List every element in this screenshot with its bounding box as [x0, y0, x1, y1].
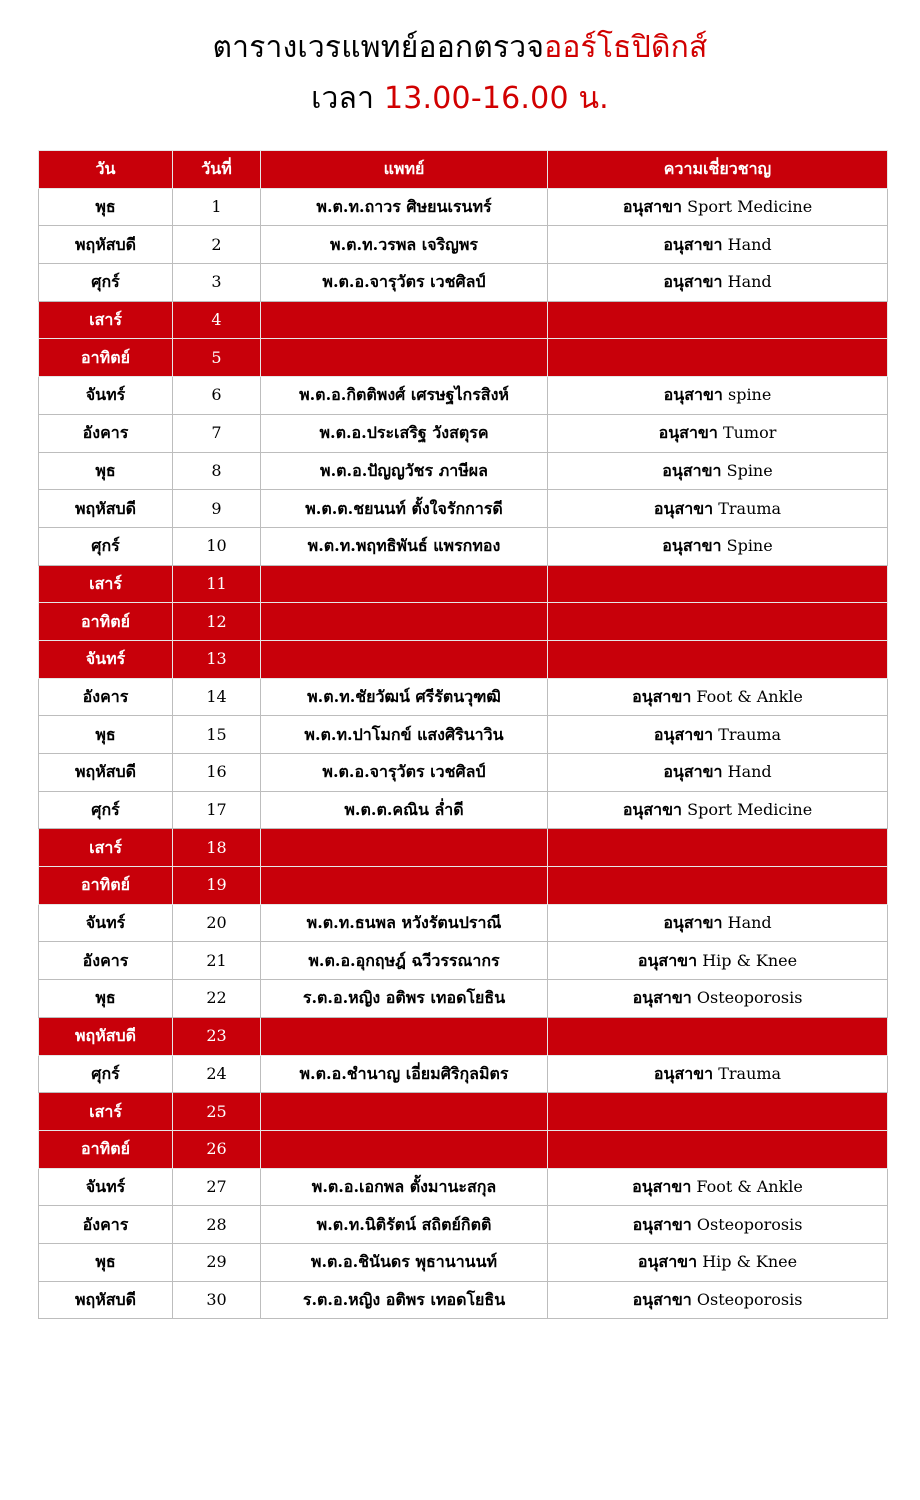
- table-row: [39, 264, 888, 302]
- cell-doctor: [261, 565, 548, 603]
- table-row: [39, 754, 888, 792]
- cell-specialty: [548, 980, 888, 1018]
- cell-doctor: [261, 1017, 548, 1055]
- table-row: [39, 452, 888, 490]
- cell-specialty: [548, 678, 888, 716]
- table-row: [39, 527, 888, 565]
- specialty-name: Hand: [727, 234, 772, 254]
- table-row-holiday: [39, 1093, 888, 1131]
- cell-doctor: พ.ต.ต.ชยนนท์ ตั้งใจรักการดี: [261, 490, 548, 528]
- cell-specialty: [548, 942, 888, 980]
- cell-specialty: [548, 452, 888, 490]
- cell-day: อาทิตย์: [39, 339, 173, 377]
- cell-day: พุธ: [39, 980, 173, 1018]
- specialty-prefix: อนุสาขา: [663, 272, 723, 292]
- table-row: [39, 188, 888, 226]
- cell-date: 1: [173, 188, 261, 226]
- cell-doctor: พ.ต.ท.ธนพล หวังรัตนปราณี: [261, 904, 548, 942]
- cell-day: เสาร์: [39, 565, 173, 603]
- cell-day: อังคาร: [39, 678, 173, 716]
- table-row: [39, 678, 888, 716]
- specialty-name: Sport Medicine: [687, 197, 813, 217]
- table-row: [39, 942, 888, 980]
- cell-date: 30: [173, 1281, 261, 1319]
- schedule-table: [38, 150, 888, 1319]
- specialty-prefix: อนุสาขา: [662, 536, 722, 556]
- title-line2-black: เวลา: [311, 81, 384, 116]
- cell-doctor: ร.ต.อ.หญิง อติพร เทอดโยธิน: [261, 1281, 548, 1319]
- cell-day: ศุกร์: [39, 1055, 173, 1093]
- cell-date: 15: [173, 716, 261, 754]
- specialty-prefix: อนุสาขา: [663, 385, 723, 405]
- specialty-name: Trauma: [718, 724, 782, 744]
- cell-doctor: พ.ต.อ.ปัญญวัชร ภาษีผล: [261, 452, 548, 490]
- cell-doctor: [261, 867, 548, 905]
- table-row: [39, 1281, 888, 1319]
- cell-date: 5: [173, 339, 261, 377]
- cell-date: 26: [173, 1130, 261, 1168]
- table-row-holiday: [39, 1130, 888, 1168]
- cell-date: 19: [173, 867, 261, 905]
- cell-specialty: [548, 377, 888, 415]
- table-row: [39, 377, 888, 415]
- table-row-holiday: [39, 603, 888, 641]
- cell-date: 18: [173, 829, 261, 867]
- specialty-prefix: อนุสาขา: [658, 423, 718, 443]
- cell-day: พฤหัสบดี: [39, 1017, 173, 1055]
- cell-specialty: [548, 1130, 888, 1168]
- cell-specialty: [548, 1243, 888, 1281]
- specialty-name: Trauma: [718, 498, 782, 518]
- cell-date: 10: [173, 527, 261, 565]
- cell-date: 11: [173, 565, 261, 603]
- cell-specialty: [548, 565, 888, 603]
- cell-doctor: พ.ต.อ.ประเสริฐ วังสตุรค: [261, 414, 548, 452]
- cell-doctor: พ.ต.ต.คณิน ล่ำดี: [261, 791, 548, 829]
- specialty-prefix: อนุสาขา: [662, 460, 722, 480]
- cell-date: 29: [173, 1243, 261, 1281]
- specialty-prefix: อนุสาขา: [637, 950, 698, 970]
- cell-specialty: [548, 1206, 888, 1244]
- specialty-name: Osteoporosis: [696, 1214, 803, 1234]
- cell-specialty: [548, 264, 888, 302]
- table-row-holiday: [39, 339, 888, 377]
- cell-doctor: พ.ต.ท.ปาโมกข์ แสงศิรินาวิน: [261, 716, 548, 754]
- cell-day: พฤหัสบดี: [39, 1281, 173, 1319]
- cell-specialty: [548, 301, 888, 339]
- cell-day: พุธ: [39, 452, 173, 490]
- cell-specialty: [548, 188, 888, 226]
- schedule-table-header: [39, 151, 888, 189]
- cell-day: อาทิตย์: [39, 603, 173, 641]
- cell-date: 3: [173, 264, 261, 302]
- cell-day: พุธ: [39, 716, 173, 754]
- cell-day: ศุกร์: [39, 791, 173, 829]
- cell-specialty: [548, 1055, 888, 1093]
- table-row: [39, 414, 888, 452]
- header-date: วันที่: [173, 151, 261, 189]
- specialty-prefix: อนุสาขา: [632, 988, 692, 1008]
- cell-date: 2: [173, 226, 261, 264]
- cell-date: 12: [173, 603, 261, 641]
- cell-day: เสาร์: [39, 1093, 173, 1131]
- specialty-prefix: อนุสาขา: [663, 234, 723, 254]
- cell-date: 13: [173, 640, 261, 678]
- cell-doctor: พ.ต.อ.เอกพล ตั้งมานะสกุล: [261, 1168, 548, 1206]
- table-row: [39, 1168, 888, 1206]
- cell-day: ศุกร์: [39, 527, 173, 565]
- specialty-name: Tumor: [722, 423, 777, 443]
- cell-day: พฤหัสบดี: [39, 226, 173, 264]
- table-row: [39, 490, 888, 528]
- cell-day: พฤหัสบดี: [39, 754, 173, 792]
- specialty-prefix: อนุสาขา: [663, 762, 723, 782]
- cell-specialty: [548, 490, 888, 528]
- specialty-prefix: อนุสาขา: [663, 913, 723, 933]
- cell-day: จันทร์: [39, 377, 173, 415]
- cell-doctor: พ.ต.ท.ถาวร ศิษยนเรนทร์: [261, 188, 548, 226]
- cell-specialty: [548, 829, 888, 867]
- cell-specialty: [548, 226, 888, 264]
- cell-specialty: [548, 716, 888, 754]
- cell-day: อาทิตย์: [39, 867, 173, 905]
- cell-doctor: ร.ต.อ.หญิง อติพร เทอดโยธิน: [261, 980, 548, 1018]
- title-line1-red: ออร์โธปิดิกส์: [544, 30, 708, 65]
- table-row: [39, 226, 888, 264]
- cell-day: จันทร์: [39, 904, 173, 942]
- specialty-name: Sport Medicine: [687, 800, 813, 820]
- specialty-name: Trauma: [718, 1063, 782, 1083]
- cell-date: 4: [173, 301, 261, 339]
- specialty-prefix: อนุสาขา: [653, 498, 714, 518]
- cell-date: 17: [173, 791, 261, 829]
- cell-specialty: [548, 1017, 888, 1055]
- cell-day: จันทร์: [39, 640, 173, 678]
- cell-day: ศุกร์: [39, 264, 173, 302]
- table-row: [39, 1243, 888, 1281]
- cell-doctor: พ.ต.ท.ชัยวัฒน์ ศรีรัตนวุฑฒิ: [261, 678, 548, 716]
- table-row-holiday: [39, 565, 888, 603]
- specialty-prefix: อนุสาขา: [653, 724, 714, 744]
- cell-specialty: [548, 754, 888, 792]
- cell-doctor: [261, 640, 548, 678]
- specialty-prefix: อนุสาขา: [632, 1176, 692, 1196]
- cell-specialty: [548, 867, 888, 905]
- table-row-holiday: [39, 867, 888, 905]
- cell-doctor: พ.ต.อ.กิตติพงศ์ เศรษฐไกรสิงห์: [261, 377, 548, 415]
- header-day: วัน: [39, 151, 173, 189]
- title-line2-red: 13.00-16.00 น.: [383, 81, 609, 116]
- cell-date: 25: [173, 1093, 261, 1131]
- cell-specialty: [548, 640, 888, 678]
- specialty-name: Spine: [726, 536, 773, 556]
- cell-date: 21: [173, 942, 261, 980]
- cell-date: 23: [173, 1017, 261, 1055]
- cell-specialty: [548, 1168, 888, 1206]
- cell-doctor: พ.ต.อ.ชินันดร พุธานานนท์: [261, 1243, 548, 1281]
- specialty-prefix: อนุสาขา: [622, 800, 683, 820]
- cell-date: 20: [173, 904, 261, 942]
- specialty-prefix: อนุสาขา: [637, 1252, 698, 1272]
- cell-specialty: [548, 791, 888, 829]
- table-row-holiday: [39, 640, 888, 678]
- table-row: [39, 1206, 888, 1244]
- cell-specialty: [548, 1281, 888, 1319]
- cell-specialty: [548, 339, 888, 377]
- specialty-name: Foot & Ankle: [696, 686, 803, 706]
- cell-doctor: พ.ต.อ.ชำนาญ เอี่ยมศิริกุลมิตร: [261, 1055, 548, 1093]
- cell-day: อังคาร: [39, 1206, 173, 1244]
- cell-day: อังคาร: [39, 942, 173, 980]
- table-row: [39, 1055, 888, 1093]
- cell-specialty: [548, 603, 888, 641]
- specialty-name: Hip & Knee: [702, 950, 798, 970]
- specialty-name: spine: [727, 385, 772, 405]
- cell-date: 8: [173, 452, 261, 490]
- cell-date: 6: [173, 377, 261, 415]
- table-row-holiday: [39, 1017, 888, 1055]
- specialty-prefix: อนุสาขา: [622, 197, 683, 217]
- specialty-name: Foot & Ankle: [696, 1176, 803, 1196]
- cell-doctor: พ.ต.ท.วรพล เจริญพร: [261, 226, 548, 264]
- table-row: [39, 904, 888, 942]
- specialty-prefix: อนุสาขา: [632, 686, 692, 706]
- table-row: [39, 716, 888, 754]
- specialty-prefix: อนุสาขา: [632, 1214, 692, 1234]
- cell-day: จันทร์: [39, 1168, 173, 1206]
- table-row: [39, 980, 888, 1018]
- cell-specialty: [548, 1093, 888, 1131]
- page-title: [0, 28, 920, 68]
- table-row-holiday: [39, 301, 888, 339]
- cell-doctor: พ.ต.อ.จารุวัตร เวชศิลป์: [261, 264, 548, 302]
- cell-doctor: พ.ต.อ.จารุวัตร เวชศิลป์: [261, 754, 548, 792]
- cell-specialty: [548, 414, 888, 452]
- cell-doctor: พ.ต.ท.พฤทธิพันธ์ แพรกทอง: [261, 527, 548, 565]
- specialty-name: Spine: [726, 460, 773, 480]
- cell-doctor: พ.ต.อ.อุกฤษฎ์ ฉวีวรรณากร: [261, 942, 548, 980]
- cell-specialty: [548, 527, 888, 565]
- cell-date: 9: [173, 490, 261, 528]
- cell-doctor: [261, 1130, 548, 1168]
- cell-day: พุธ: [39, 1243, 173, 1281]
- cell-date: 22: [173, 980, 261, 1018]
- cell-day: อังคาร: [39, 414, 173, 452]
- cell-doctor: พ.ต.ท.นิติรัตน์ สถิตย์กิตติ: [261, 1206, 548, 1244]
- header-doctor: แพทย์: [261, 151, 548, 189]
- table-row-holiday: [39, 829, 888, 867]
- cell-day: พฤหัสบดี: [39, 490, 173, 528]
- cell-date: 28: [173, 1206, 261, 1244]
- title-line1-black: ตารางเวรแพทย์ออกตรวจ: [212, 30, 545, 65]
- cell-date: 27: [173, 1168, 261, 1206]
- header-specialty: ความเชี่ยวชาญ: [548, 151, 888, 189]
- cell-doctor: [261, 339, 548, 377]
- cell-day: เสาร์: [39, 301, 173, 339]
- specialty-prefix: อนุสาขา: [653, 1063, 714, 1083]
- specialty-name: Hip & Knee: [702, 1252, 798, 1272]
- cell-doctor: [261, 301, 548, 339]
- header-row: [39, 151, 888, 189]
- cell-date: 14: [173, 678, 261, 716]
- cell-date: 7: [173, 414, 261, 452]
- specialty-name: Hand: [727, 913, 772, 933]
- cell-specialty: [548, 904, 888, 942]
- cell-day: เสาร์: [39, 829, 173, 867]
- cell-day: พุธ: [39, 188, 173, 226]
- schedule-table-body: [39, 188, 888, 1319]
- cell-date: 16: [173, 754, 261, 792]
- cell-doctor: [261, 1093, 548, 1131]
- cell-doctor: [261, 829, 548, 867]
- specialty-name: Hand: [727, 272, 772, 292]
- specialty-prefix: อนุสาขา: [632, 1289, 692, 1309]
- cell-doctor: [261, 603, 548, 641]
- cell-day: อาทิตย์: [39, 1130, 173, 1168]
- page-subtitle: [0, 79, 920, 119]
- cell-date: 24: [173, 1055, 261, 1093]
- table-row: [39, 791, 888, 829]
- specialty-name: Hand: [727, 762, 772, 782]
- specialty-name: Osteoporosis: [696, 988, 803, 1008]
- specialty-name: Osteoporosis: [696, 1289, 803, 1309]
